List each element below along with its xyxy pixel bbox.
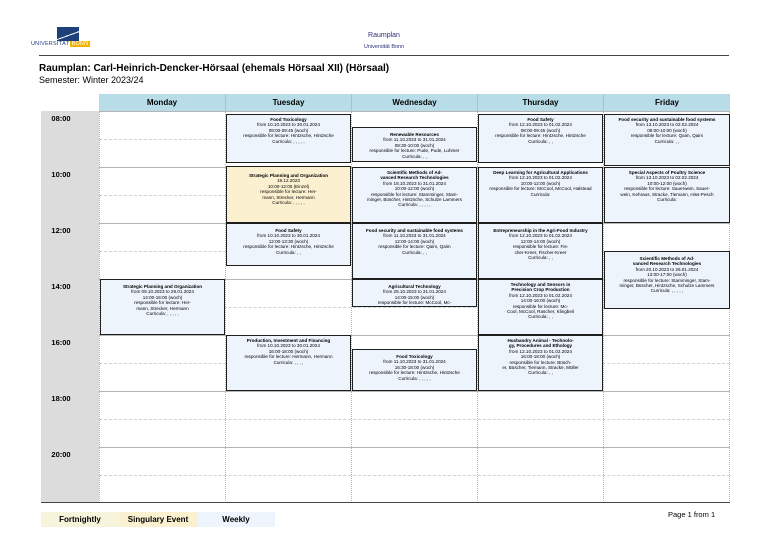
event-detail: responsible for lecture: Stamminger, Stam-	[623, 277, 711, 283]
event-production-investment-tue[interactable]	[226, 335, 351, 391]
grid-row-line	[99, 391, 730, 392]
semester-label: Semester: Winter 2023/24	[39, 75, 144, 85]
event-title: Strategic Planning and Organization	[248, 173, 329, 178]
day-header-monday: Monday	[99, 94, 226, 111]
event-scientific-methods-fri[interactable]	[604, 251, 730, 309]
event-title: Scientific Methods of Ad-	[639, 256, 695, 261]
time-label-1400: 14:00	[51, 282, 71, 291]
event-title: Technology and Sensors in	[510, 282, 571, 287]
event-detail: 19.12.2023	[277, 178, 300, 184]
event-detail: responsible for lecture: Qaim, Qaim	[378, 244, 451, 250]
event-detail: from 11.10.2023 to 31.01.2024	[383, 137, 446, 143]
day-header-thursday: Thursday	[478, 94, 604, 111]
event-detail: Curricula:	[530, 191, 551, 197]
event-detail: 13:00-17:00 (woch)	[647, 272, 687, 278]
event-detail: responsible for lecture: Hintzsche, Hintzsche	[243, 133, 334, 139]
event-strategic-planning-mon[interactable]	[100, 279, 225, 335]
time-label-1200: 12:00	[51, 226, 71, 235]
event-detail: 12:00-13:30 (woch)	[268, 238, 309, 244]
event-detail: responsible for lecture: Mc-	[512, 303, 569, 309]
event-detail: 10:00-12:00 (woch)	[394, 186, 435, 192]
event-food-security-wed[interactable]	[352, 223, 477, 279]
event-title: Food security and sustainable food systems	[365, 228, 463, 233]
event-title: Renewable Resources	[390, 132, 439, 137]
event-detail: 16:00-18:00 (woch)	[268, 348, 309, 354]
event-food-safety-thu[interactable]	[478, 114, 603, 163]
event-detail: 08:00-10:00 (woch)	[647, 127, 687, 133]
event-detail: minger, Büscher, Hintzsche, Schulze Lammers	[367, 197, 462, 203]
event-poultry-science-fri[interactable]	[604, 167, 730, 223]
event-title: Entrepreneurship in the Agri-Food Industry	[493, 228, 588, 233]
event-detail: from 12.10.2023 to 01.02.2024	[509, 292, 572, 298]
event-title: Food Toxicology	[396, 354, 433, 359]
event-detail: 08:30-10:00 (woch)	[394, 142, 435, 148]
event-detail: Curricula: , , , , ,	[146, 311, 179, 317]
event-detail: 10:00-12:00 (woch)	[520, 180, 561, 186]
event-detail: 14:00-15:00 (woch)	[394, 294, 435, 300]
event-title: vanced Research Technologies	[380, 175, 449, 181]
event-title: Scientific Methods of Ad-	[387, 170, 442, 175]
event-food-security-fri[interactable]	[604, 114, 730, 166]
event-detail: Cool, McCool, Rascher, Klingbeil	[507, 309, 574, 315]
event-detail: responsible for lecture: Hermann, Hermann	[244, 354, 333, 360]
event-detail: from 20.10.2023 to 26.01.2024	[635, 266, 699, 272]
event-detail: responsible for lecture: Büsch-	[509, 359, 572, 365]
event-title: Special Aspects of Poultry Science	[628, 170, 706, 175]
grid-row-line	[99, 475, 730, 476]
event-sensors-crop-production-thu[interactable]	[478, 279, 603, 335]
event-detail: 16:30-18:00 (woch)	[394, 364, 435, 370]
page-number: Page 1 from 1	[668, 510, 716, 519]
event-title: Deep Learning for Agricultural Applications	[493, 170, 588, 175]
event-detail: 16:00-18:00 (woch)	[520, 354, 561, 360]
event-title: gy, Procedures and Ethology	[508, 343, 573, 349]
event-title: Strategic Planning and Organization	[122, 284, 203, 289]
event-agricultural-technology-wed[interactable]	[352, 279, 477, 307]
event-detail: Curricula: , , , ,	[273, 359, 304, 365]
event-strategic-planning-tue[interactable]	[226, 166, 351, 223]
event-renewable-resources-wed[interactable]	[352, 127, 477, 162]
event-title: Food Toxicology	[270, 117, 307, 122]
legend-fortnightly: Fortnightly	[41, 512, 119, 527]
event-husbandry-animal-thu[interactable]	[478, 335, 603, 391]
event-detail: cher-Kreer, Fischer-Kreer	[514, 249, 567, 255]
event-detail: from 09.10.2023 to 29.01.2024	[131, 289, 194, 295]
event-detail: from 11.10.2023 to 31.01.2024	[383, 359, 446, 365]
event-title: Production, Investment and Financing	[246, 338, 331, 343]
event-detail: Curricula: , , , , ,	[398, 375, 431, 381]
event-detail: responsible for lecture: Stamminger, Stam-	[370, 191, 459, 197]
day-header-wednesday: Wednesday	[352, 94, 478, 111]
event-food-toxicology-tue[interactable]	[226, 114, 351, 163]
event-detail: from 10.10.2023 to 30.01.2024	[257, 122, 320, 128]
event-detail: Curricula: , , , , ,	[398, 202, 431, 208]
page-title: Raumplan: Carl-Heinrich-Dencker-Hörsaal (ehemals Hörsaal XII) (Hörsaal)	[39, 63, 390, 74]
time-label-0800: 08:00	[51, 114, 71, 123]
event-detail: 14:00-16:00 (woch)	[520, 298, 561, 304]
event-detail: responsible for lecture: Hintzsche, Hintzsche	[369, 370, 460, 376]
grid-row-line	[99, 111, 730, 112]
event-title: vanced Research Technologies	[632, 261, 702, 267]
event-scientific-methods-wed[interactable]	[352, 167, 477, 223]
event-detail: 10:00-12:00 (woch)	[647, 180, 687, 186]
header-divider	[39, 55, 729, 56]
header-subtitle: Universität Bonn	[363, 44, 405, 50]
event-detail: responsible for lecture: McCool, Mc-	[377, 300, 452, 306]
day-header-friday: Friday	[604, 94, 730, 111]
event-title: Food Safety	[275, 228, 302, 233]
event-detail: responsible for lecture: Sauerwein, Sauer-	[624, 186, 710, 192]
event-title: Precision Crop Production	[511, 287, 570, 293]
event-detail: 14:00-16:00 (woch)	[142, 294, 183, 300]
event-detail: Curricula: , ,	[528, 314, 553, 320]
event-detail: Curricula: , ,	[654, 138, 680, 144]
event-detail: er, Büscher, Tiemann, Stracke, Müller	[502, 365, 579, 371]
time-label-1600: 16:00	[51, 338, 71, 347]
event-detail: from 11.10.2023 to 31.01.2024	[383, 233, 446, 239]
event-detail: from 13.10.2023 to 02.02.2024	[635, 175, 699, 181]
event-title: Husbandry Animal - Technolo-	[507, 338, 574, 343]
day-header-tuesday: Tuesday	[226, 94, 352, 111]
event-detail: from 12.10.2023 to 01.02.2024	[509, 175, 572, 181]
event-detail: from 25.10.2023 to 31.01.2024	[383, 289, 446, 295]
event-detail: from 12.10.2023 to 01.02.2024	[509, 122, 572, 128]
event-deep-learning-thu[interactable]	[478, 167, 603, 223]
event-detail: 12:00-14:00 (woch)	[520, 238, 561, 244]
event-detail: minger, Büscher, Hintzsche, Schulze Lammers	[619, 283, 715, 289]
grid-row-line	[99, 335, 730, 336]
event-detail: responsible for lecture: Fis-	[512, 244, 569, 250]
logo-wordmark: UNIVERSITÄT BONN	[31, 41, 89, 47]
event-detail: responsible for lecture: Hintzsche, Hintzsche	[495, 133, 586, 139]
event-detail: from 13.10.2023 to 02.02.2024	[635, 122, 699, 128]
event-detail: mann, Strecker, Hermann	[136, 305, 189, 311]
event-detail: Curricula: , , , , ,	[272, 138, 305, 144]
event-food-safety-tue[interactable]	[226, 223, 351, 266]
grid-bottom-line	[41, 502, 730, 503]
event-food-toxicology-wed[interactable]	[352, 349, 477, 391]
event-detail: Curricula: , , , , ,	[272, 200, 305, 206]
event-detail: from 12.10.2023 to 01.02.2024	[509, 348, 572, 354]
event-detail: Curricula: , ,	[528, 370, 553, 376]
event-detail: Curricula:	[657, 197, 677, 203]
event-detail: 12:00-14:00 (woch)	[394, 238, 435, 244]
event-detail: Curricula: , ,	[402, 249, 427, 255]
event-title: Agricultural Technology	[388, 284, 441, 289]
event-detail: Curricula: , , , , ,	[650, 288, 684, 294]
event-detail: from 10.10.2023 to 30.01.2024	[257, 233, 320, 239]
event-detail: responsible for lecture: McCool, McCool, Halstead	[489, 186, 592, 192]
event-entrepreneurship-thu[interactable]	[478, 223, 603, 279]
event-detail: 10:00-12:00 (Einzel)	[267, 183, 310, 189]
event-title: Food security and sustainable food systems	[618, 117, 716, 122]
time-label-2000: 20:00	[51, 450, 71, 459]
event-detail: from 18.10.2023 to 31.01.2024	[383, 180, 446, 186]
legend-weekly: Weekly	[197, 512, 275, 527]
event-detail: responsible for lecture: Her-	[134, 300, 191, 306]
header-title: Raumplan	[368, 32, 400, 39]
event-detail: 08:00-09:45 (woch)	[520, 127, 561, 133]
event-detail: Curricula: , ,	[276, 249, 301, 255]
legend-singular-event: Singulary Event	[119, 512, 197, 527]
grid-row-line	[99, 419, 730, 420]
event-detail: wein, Kehraus, Stracke, Tiemann, Hiss-Pesch	[620, 191, 714, 197]
event-detail: responsible for lecture: Qaim, Qaim	[630, 133, 704, 139]
event-detail: responsible for lecture: Her-	[260, 189, 317, 195]
event-detail: Curricula: , ,	[528, 138, 553, 144]
event-title: Food Safety	[527, 117, 554, 122]
grid-row-line	[99, 447, 730, 448]
event-detail: mann, Strecker, Hermann	[262, 194, 315, 200]
event-detail: responsible for lecture: Hintzsche, Hintzsche	[243, 244, 334, 250]
event-detail: Curricula: , ,	[402, 153, 427, 159]
event-detail: Curricula: , ,	[528, 255, 553, 261]
event-detail: from 10.10.2023 to 30.01.2024	[257, 343, 320, 349]
event-detail: 08:00-09:45 (woch)	[268, 127, 309, 133]
time-label-1800: 18:00	[51, 394, 71, 403]
time-label-1000: 10:00	[51, 170, 71, 179]
event-detail: responsible for lecture: Pude, Pude, Luhmer	[369, 148, 460, 154]
event-detail: from 12.10.2023 to 01.02.2024	[509, 233, 572, 239]
